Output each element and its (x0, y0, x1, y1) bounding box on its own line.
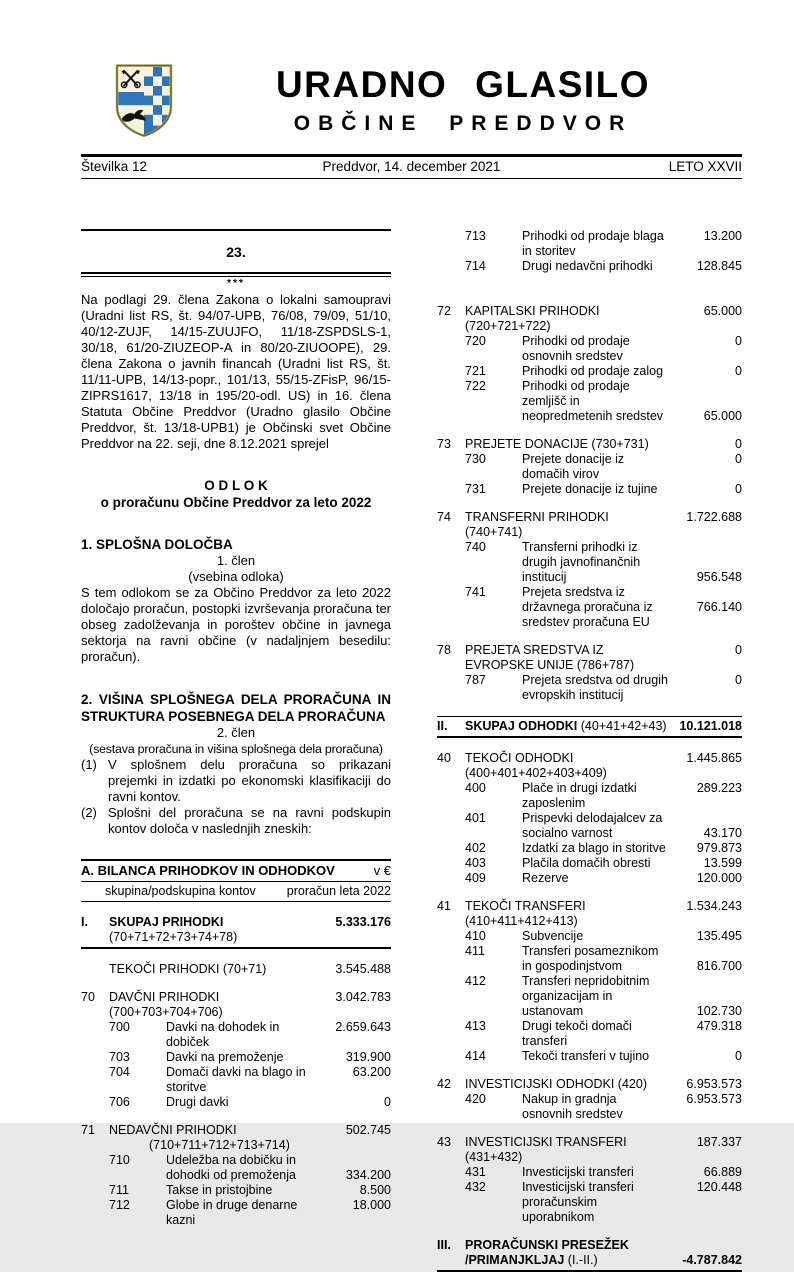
table-row (81, 1065, 391, 1095)
row-code: 432 (465, 1180, 486, 1194)
table-row (437, 1238, 742, 1272)
row-value: 766.140 (696, 600, 742, 614)
clen-2-subtitle: (sestava proračuna in višina splošnega dela proračuna) (89, 742, 383, 756)
table-row (437, 1180, 742, 1225)
row-description: Investicijski transferi proračunskim uporabnikom (522, 1180, 634, 1224)
row-description: Drugi nedavčni prihodki (522, 259, 653, 273)
row-code: 401 (465, 811, 486, 825)
row-description: TRANSFERNI PRIHODKI (740+741) (465, 510, 609, 539)
table-row (437, 585, 742, 630)
table-row (437, 304, 742, 334)
clen-1: 1. člen (216, 553, 256, 568)
row-group: 71 (81, 1123, 95, 1137)
row-group: 73 (437, 437, 451, 451)
row-description: Transferni prihodki iz drugih javnofinančnih institucij (522, 540, 641, 584)
row-description: TEKOČI ODHODKI (400+401+402+403+409) (465, 751, 607, 780)
row-code: 409 (465, 871, 486, 885)
row-value: 18.000 (352, 1198, 391, 1212)
row-value: 3.545.488 (335, 962, 391, 976)
table-row (81, 1198, 391, 1228)
row-value: 0 (735, 334, 742, 348)
table-row (437, 379, 742, 424)
issue-volume: LETO XXVII (668, 159, 742, 174)
row-code: 713 (465, 229, 486, 243)
table-row (437, 643, 742, 673)
row-description: PREJETA SREDSTVA IZ EVROPSKE UNIJE (786+787) (465, 643, 635, 672)
table-row (437, 944, 742, 974)
content-columns (81, 229, 742, 1272)
balance-table-col-headers (81, 882, 391, 902)
row-description: Prihodki od prodaje blaga in storitev (522, 229, 664, 258)
masthead-titles (174, 60, 742, 136)
row-code: 714 (465, 259, 486, 273)
item-2-marker: (2) (81, 805, 97, 820)
row-description: Davki na dohodek in dobiček (166, 1020, 280, 1049)
table-row (437, 899, 742, 929)
row-description: Prihodki od prodaje zemljišč in neopredmetenih sredstev (522, 379, 664, 423)
table-row (81, 990, 391, 1020)
table-row (437, 929, 742, 944)
balance-table-unit: v € (373, 863, 391, 878)
table-row (437, 1019, 742, 1049)
row-description: Transferi posameznikom in gospodinjstvom (522, 944, 659, 973)
row-value: 334.200 (345, 1168, 391, 1182)
issue-band (81, 154, 742, 179)
row-code: 711 (109, 1183, 129, 1197)
row-description: Investicijski transferi (522, 1165, 634, 1179)
row-code: 403 (465, 856, 486, 870)
row-group: II. (437, 719, 448, 733)
table-row (81, 915, 391, 949)
row-value: 956.548 (696, 570, 742, 584)
row-code: 706 (109, 1095, 130, 1109)
row-value: 66.889 (703, 1165, 742, 1179)
clen-2: 2. člen (216, 725, 256, 740)
table-row (437, 482, 742, 497)
table-row (437, 871, 742, 886)
row-description: PREJETE DONACIJE (730+731) (465, 437, 649, 451)
table-row (437, 781, 742, 811)
row-code: 414 (465, 1049, 486, 1063)
section-1-body: S tem odlokom se za Občino Preddvor za leto 2022 določajo proračun, postopki izvrševanja proračuna ter obseg zadolževanja in poroštev občine in javnega sektorja na ravni občine (v nadaljnjem besedilu: proračun). (81, 585, 391, 664)
table-row (437, 259, 742, 274)
row-code: 402 (465, 841, 486, 855)
gazette-title: URADNO GLASILO (275, 64, 651, 105)
row-description: Prihodki od prodaje osnovnih sredstev (522, 334, 630, 363)
row-value: 979.873 (696, 841, 742, 855)
balance-table-title-row (81, 859, 391, 882)
row-code: 704 (109, 1065, 130, 1079)
balance-table-left (81, 915, 391, 1228)
row-description: Domači davki na blago in storitve (166, 1065, 306, 1094)
row-description: Drugi davki (166, 1095, 229, 1109)
row-description: Drugi tekoči domači transferi (522, 1019, 632, 1048)
row-description: DAVČNI PRIHODKI (700+703+704+706) (109, 990, 223, 1019)
row-code: 410 (465, 929, 486, 943)
row-description: Izdatki za blago in storitve (522, 841, 666, 855)
coat-of-arms-icon (114, 62, 174, 140)
col-header-accounts: skupina/podskupina kontov (105, 884, 256, 898)
row-description: Prejete donacije iz tujine (522, 482, 658, 496)
row-description: TEKOČI TRANSFERI (410+411+412+413) (465, 899, 586, 928)
balance-table-right (437, 229, 742, 1272)
row-code: 730 (465, 452, 486, 466)
table-row (81, 1183, 391, 1198)
table-row (437, 364, 742, 379)
row-code: 741 (465, 585, 486, 599)
table-row (437, 841, 742, 856)
row-code: 722 (465, 379, 486, 393)
row-value: 502.745 (345, 1123, 391, 1137)
row-group: 41 (437, 899, 451, 913)
row-description: Subvencije (522, 929, 584, 943)
item-2-text: Splošni del proračuna se na ravni podskupin kontov določa v naslednjih zneskih: (108, 805, 391, 836)
row-code: 712 (109, 1198, 130, 1212)
row-code: 700 (109, 1020, 130, 1034)
row-value: 0 (735, 673, 742, 687)
table-row (437, 811, 742, 841)
row-value: 1.722.688 (686, 510, 742, 524)
row-value: 187.337 (696, 1135, 742, 1149)
row-value: 63.200 (352, 1065, 391, 1079)
decree-title: O D L O K (204, 478, 268, 493)
row-code: 787 (465, 673, 486, 687)
row-group: 74 (437, 510, 451, 524)
row-description: TEKOČI PRIHODKI (70+71) (109, 962, 267, 976)
row-code: 411 (465, 944, 485, 958)
table-row (81, 1153, 391, 1183)
table-row (437, 1165, 742, 1180)
row-description: Udeležba na dobičku in dohodki od premoženja (166, 1153, 296, 1182)
table-row (81, 962, 391, 977)
balance-table-title: A. BILANCA PRIHODKOV IN ODHODKOV (81, 863, 335, 878)
section-1-heading: 1. SPLOŠNA DOLOČBA (81, 537, 233, 552)
table-row (437, 673, 742, 703)
table-row (81, 1050, 391, 1065)
section-2-item-2 (81, 805, 391, 837)
row-value: 0 (735, 437, 742, 451)
table-row (437, 974, 742, 1019)
row-description: Globe in druge denarne kazni (166, 1198, 298, 1227)
row-value: 13.599 (703, 856, 742, 870)
row-value: 1.534.243 (686, 899, 742, 913)
table-row (437, 716, 742, 738)
masthead (81, 60, 742, 140)
row-group: 78 (437, 643, 451, 657)
row-value: 319.900 (345, 1050, 391, 1064)
row-value: 2.659.643 (335, 1020, 391, 1034)
issue-place-date: Preddvor, 14. december 2021 (322, 159, 501, 174)
row-value: 65.000 (703, 409, 742, 423)
row-value: 0 (384, 1095, 391, 1109)
row-description: SKUPAJ PRIHODKI (70+71+72+73+74+78) (109, 915, 238, 944)
row-value: 128.845 (696, 259, 742, 273)
section-2-item-1 (81, 757, 391, 805)
table-row (437, 334, 742, 364)
row-code: 740 (465, 540, 486, 554)
gazette-subtitle: OBČINE PREDDVOR (293, 111, 633, 135)
row-value: 43.170 (703, 826, 742, 840)
row-group: 42 (437, 1077, 451, 1091)
row-group: 72 (437, 304, 451, 318)
row-description: INVESTICIJSKI TRANSFERI (431+432) (465, 1135, 627, 1164)
row-value: 120.000 (696, 871, 742, 885)
row-code: 420 (465, 1092, 486, 1106)
row-description: Davki na premoženje (166, 1050, 284, 1064)
row-value: 479.318 (696, 1019, 742, 1033)
row-description: PRORAČUNSKI PRESEŽEK /PRIMANJKLJAJ (I.-II.) (465, 1238, 629, 1267)
table-row (81, 1123, 391, 1153)
row-group: 70 (81, 990, 95, 1004)
row-group: 40 (437, 751, 451, 765)
item-1-text: V splošnem delu proračuna so prikazani prejemki in izdatki po ekonomski klasifikaciji do ravni kontov. (108, 757, 391, 804)
row-description: Prejete donacije iz domačih virov (522, 452, 625, 481)
row-code: 413 (465, 1019, 486, 1033)
row-description: Prispevki delodajalcev za socialno varnost (522, 811, 663, 840)
table-row (81, 1020, 391, 1050)
decree-subtitle: o proračunu Občine Preddvor za leto 2022 (100, 495, 372, 510)
clen-1-subtitle: (vsebina odloka) (188, 569, 284, 584)
row-description: KAPITALSKI PRIHODKI (720+721+722) (465, 304, 600, 333)
row-description: SKUPAJ ODHODKI (40+41+42+43) (465, 719, 667, 733)
row-description: Plačila domačih obresti (522, 856, 651, 870)
row-description: Prejeta sredstva iz državnega proračuna iz sredstev proračuna EU (522, 585, 653, 629)
row-value: 0 (735, 482, 742, 496)
intro-paragraph: Na podlagi 29. člena Zakona o lokalni samoupravi (Uradni list RS, št. 94/07-UPB, 76/08, 79/09, 51/10, 40/12-ZUJF, 14/15-ZUUJFO, 11/18-ZSPDSLS-1, 30/18, 61/20-ZIUZEOP-A in 80/20-ZIUOOPE), 29. člena Zakona o javnih financah (Uradni list RS, št. 11/11-UPB, 14/13-popr., 101/13, 55/15-ZFisP, 96/15-ZIPRS1617, 13/18 in 195/20-odl. US) in 16. člena Statuta Občine Preddvor (Uradno glasilo Občine Preddvor, št. 13/18-UPB1) je Občinski svet Občine Preddvor na 22. seji, dne 8.12.2021 sprejel (81, 292, 391, 451)
table-row (437, 229, 742, 259)
left-column (81, 229, 391, 1272)
table-row (437, 1077, 742, 1092)
row-description: NEDAVČNI PRIHODKI (710+711+712+713+714) (109, 1123, 290, 1152)
row-description: Tekoči transferi v tujino (522, 1049, 650, 1063)
row-description: Nakup in gradnja osnovnih sredstev (522, 1092, 623, 1121)
row-code: 400 (465, 781, 486, 795)
row-group: I. (81, 915, 88, 929)
row-code: 721 (465, 364, 486, 378)
row-description: Prihodki od prodaje zalog (522, 364, 664, 378)
item-1-marker: (1) (81, 757, 97, 772)
table-row (437, 856, 742, 871)
table-row (437, 452, 742, 482)
row-code: 710 (109, 1153, 130, 1167)
right-column (437, 229, 742, 1272)
row-code: 431 (465, 1165, 486, 1179)
row-value: 120.448 (696, 1180, 742, 1194)
stars-separator: *** (227, 278, 245, 289)
row-description: Prejeta sredstva od drugih evropskih institucij (522, 673, 668, 702)
row-group: III. (437, 1238, 451, 1252)
row-value: 0 (735, 452, 742, 466)
row-value: 0 (735, 643, 742, 657)
row-value: 8.500 (359, 1183, 391, 1197)
table-row (437, 510, 742, 540)
row-value: 816.700 (696, 959, 742, 973)
row-value: 65.000 (703, 304, 742, 318)
row-value: 3.042.783 (335, 990, 391, 1004)
row-value: 0 (735, 1049, 742, 1063)
row-value: -4.787.842 (682, 1253, 742, 1267)
table-row (437, 437, 742, 452)
table-row (437, 751, 742, 781)
row-value: 5.333.176 (335, 915, 391, 929)
row-value: 13.200 (703, 229, 742, 243)
table-row (81, 1095, 391, 1110)
row-description: Rezerve (522, 871, 569, 885)
row-value: 1.445.865 (686, 751, 742, 765)
table-row (437, 1049, 742, 1064)
row-description: INVESTICIJSKI ODHODKI (420) (465, 1077, 647, 1091)
row-value: 10.121.018 (679, 719, 742, 733)
table-row (437, 1092, 742, 1122)
row-value: 0 (735, 364, 742, 378)
row-description: Plače in drugi izdatki zaposlenim (522, 781, 637, 810)
issue-number: Številka 12 (81, 159, 148, 174)
row-code: 720 (465, 334, 486, 348)
row-code: 703 (109, 1050, 130, 1064)
row-description: Transferi nepridobitnim organizacijam in ustanovam (522, 974, 650, 1018)
section-2-heading: 2. VIŠINA SPLOŠNEGA DELA PRORAČUNA IN STRUKTURA POSEBNEGA DELA PRORAČUNA (81, 692, 391, 724)
col-header-budget-2022: proračun leta 2022 (286, 884, 391, 898)
table-row (437, 1135, 742, 1165)
table-row (437, 540, 742, 585)
row-value: 289.223 (696, 781, 742, 795)
row-value: 6.953.573 (686, 1092, 742, 1106)
row-group: 43 (437, 1135, 451, 1149)
article-number: 23. (226, 244, 246, 260)
row-description: Takse in pristojbine (166, 1183, 273, 1197)
row-value: 102.730 (696, 1004, 742, 1018)
row-code: 412 (465, 974, 486, 988)
row-value: 6.953.573 (686, 1077, 742, 1091)
row-code: 731 (465, 482, 486, 496)
row-value: 135.495 (696, 929, 742, 943)
